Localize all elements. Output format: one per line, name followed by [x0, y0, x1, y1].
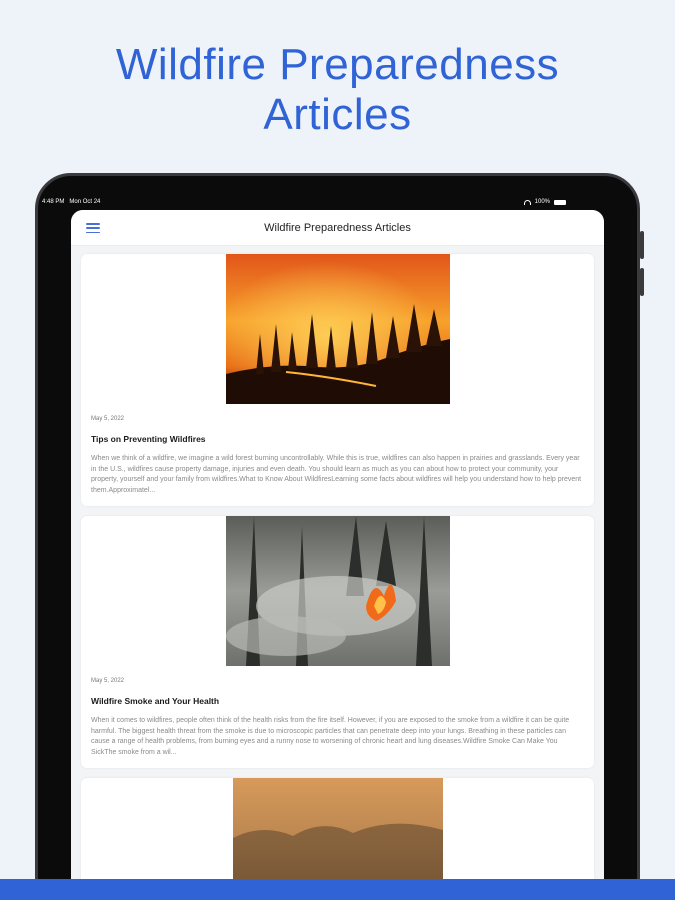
- promo-title: [0, 40, 675, 140]
- article-card[interactable]: [81, 254, 594, 506]
- bottom-accent-bar: [0, 879, 675, 900]
- promo-title-line-1: Wildfire Preparedness: [115, 40, 560, 89]
- tablet-volume-button: [640, 231, 644, 259]
- article-date: May 5, 2022: [91, 678, 125, 684]
- status-time: 4:48 PM: [42, 199, 65, 205]
- wildfire-smoke-image: [226, 516, 450, 666]
- article-excerpt: When we think of a wildfire, we imagine a wild forest burning uncontrollably. While this is true, wildfires can also happen in prairies and grasslands. Every year in the U.S., wildfires cause property damage, injuries and even death. You should learn as much as you can about how to protect your community, your property, yourself and your family from wildfires.What to Know About WildfiresLearning some facts about wildfires will help you understand how to help prevent them.Approximatel...: [91, 455, 582, 494]
- hamburger-menu-icon[interactable]: [86, 223, 100, 233]
- status-bar: [40, 195, 568, 209]
- battery-percent: 100%: [534, 199, 550, 205]
- app-bar: [71, 210, 604, 246]
- article-date: May 5, 2022: [91, 416, 125, 422]
- article-card[interactable]: [81, 516, 594, 768]
- smoky-landscape-image: [233, 778, 443, 888]
- promo-title-line-2: Articles: [263, 90, 412, 139]
- app-bar-title: Wildfire Preparedness Articles: [264, 221, 411, 234]
- tablet-volume-button: [640, 268, 644, 296]
- app-screen: [71, 210, 604, 900]
- wifi-icon: [524, 200, 531, 205]
- article-list: [71, 246, 604, 898]
- article-title[interactable]: Wildfire Smoke and Your Health: [91, 696, 220, 706]
- forest-fire-image: [226, 254, 450, 404]
- article-excerpt: When it comes to wildfires, people often think of the health risks from the fire itself. However, if you are exposed to the smoke from a wildfire it can be quite harmful. The biggest health threat from the smoke is due to microscopic particles that can penetrate deep into your lungs. Breathing in these particles can cause a range of health problems, from burning eyes and a runny nose to worsening of chronic heart and lung diseases.Wildfire Smoke Can Make You SickThe smoke from a wil...: [91, 717, 570, 756]
- status-date: Mon Oct 24: [69, 199, 101, 205]
- article-title[interactable]: Tips on Preventing Wildfires: [91, 434, 206, 444]
- battery-icon: [554, 200, 566, 205]
- tablet-frame: [35, 173, 640, 900]
